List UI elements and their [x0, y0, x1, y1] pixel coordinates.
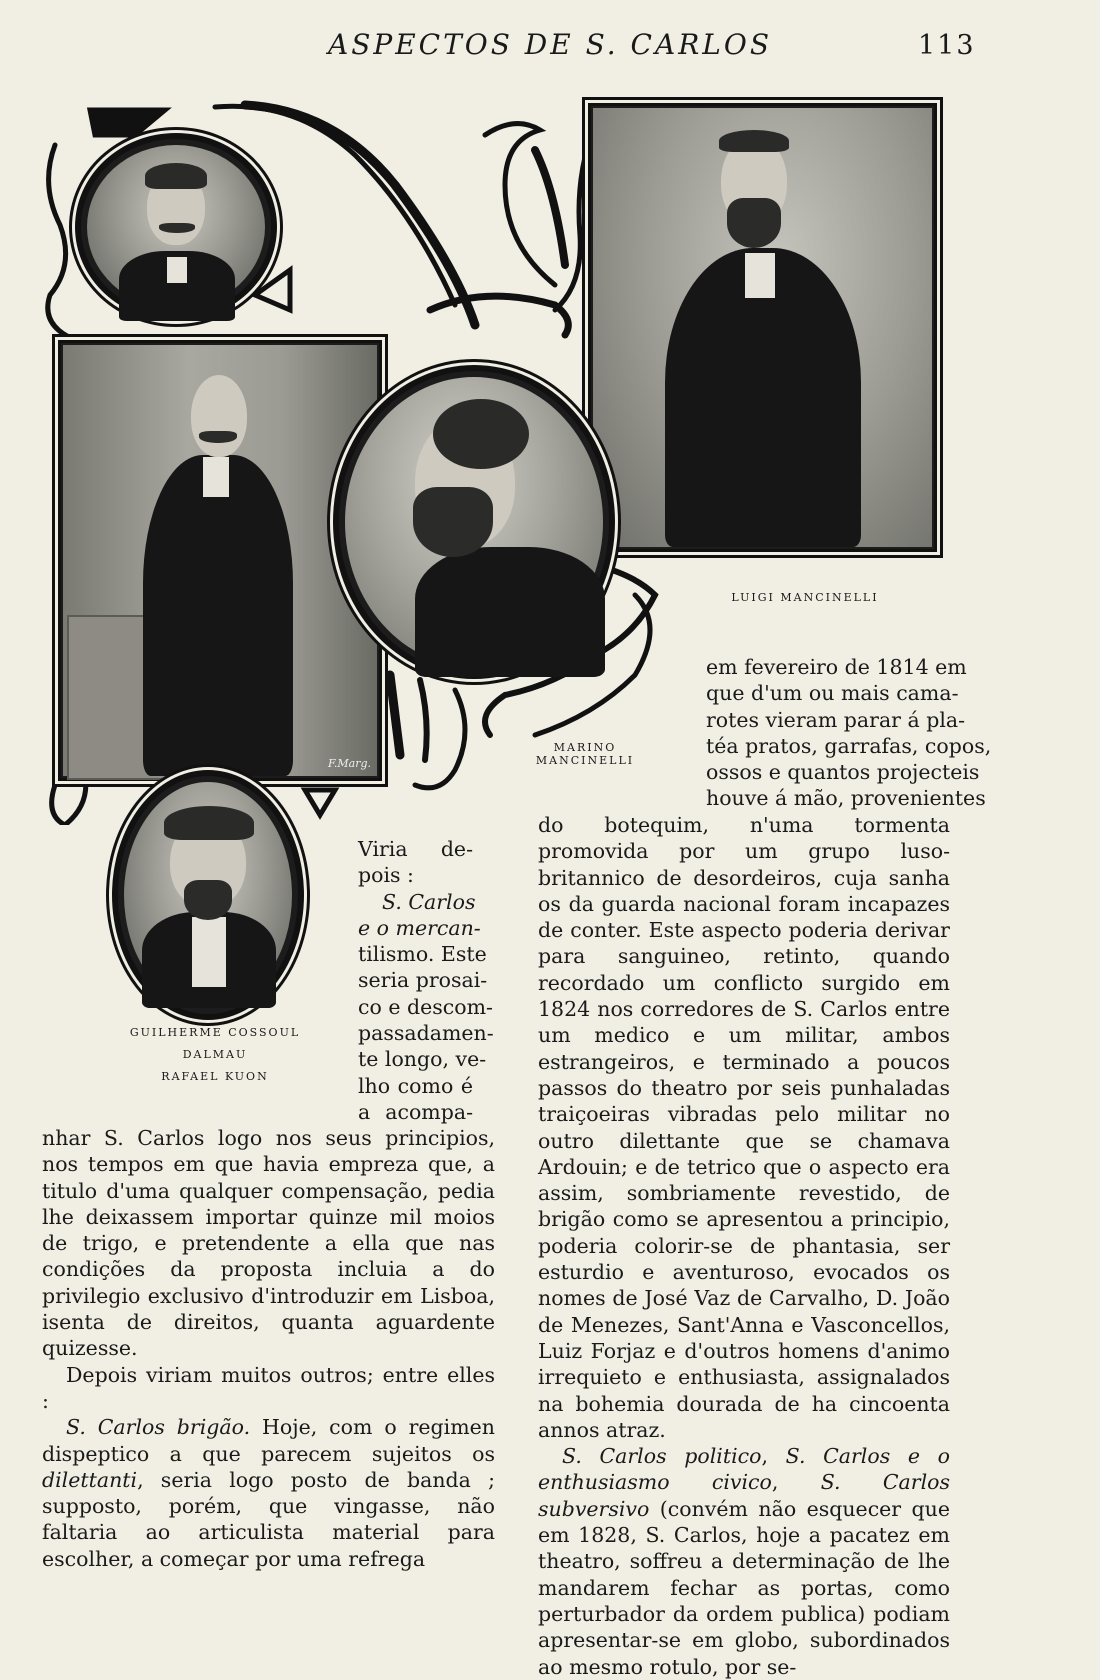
left-text-column	[42, 1125, 495, 1572]
running-title: ASPECTOS DE S. CARLOS	[327, 28, 773, 61]
right-top-line: que d'um ou mais cama-	[706, 681, 959, 706]
portrait-marino-mancinelli	[333, 365, 615, 679]
portrait-top-left-oval	[75, 133, 277, 321]
caption-group-name: DALMAU	[182, 1048, 248, 1061]
right-top-line: téa pratos, garrafas, copos,	[706, 733, 992, 758]
narrow-line: co e descom-	[358, 994, 493, 1019]
paragraph: Depois viriam muitos outros; entre elles :	[42, 1362, 495, 1413]
paragraph: do botequim, n'uma tormenta promovida por um grupo luso-britannico de desordeiros, cuja sanha os da guarda nacional foram incapazes de conter. Este aspecto poderia derivar para sanguineo, retinto, quando recordado um conflicto surgido em 1824 nos corredores de S. Carlos entre um medico e um militar, ambos estrangeiros, e terminado a poucos passos do theatro por seis punhaladas traiçoeiras vibradas pelo militar no outro dilettante que se chamava Ardouin; e de tetrico que o aspecto era assim, sombriamente revestido, de brigão como se apresentou a principio, poderia colorir-se de phantasia, ser esturdio e aventuroso, evocados os nomes de José Vaz de Carvalho, D. João de Menezes, Sant'Anna e Vasconcellos, Luiz Forjaz e d'outros homens d'animo irrequieto e enthusiasta, assignalados na bohemia dourada de ha cincoenta annos atraz.	[538, 813, 950, 1442]
narrow-line: passadamen-	[358, 1021, 494, 1046]
right-top-lines	[706, 654, 992, 812]
caption-group-name: RAFAEL KUON	[161, 1070, 269, 1083]
right-top-line: houve á mão, provenientes	[706, 786, 986, 811]
narrow-line: te longo, ve-	[358, 1047, 487, 1072]
right-top-line: rotes vieram parar á pla-	[706, 707, 966, 732]
narrow-line: lho como é	[358, 1073, 473, 1098]
paragraph: nhar S. Carlos logo nos seus principios, nos tempos em que havia empreza que, a titulo d'uma qualquer compensação, pedia lhe deixassem importar quinze mil moios de trigo, e pretendente a ella que nas condições da proposta incluia a do privilegio exclusivo d'introduzir em Lisboa, isenta de direitos, quanta aguardente quizesse.	[42, 1126, 495, 1361]
narrow-line: pois :	[358, 863, 414, 888]
right-text-column	[538, 812, 950, 1680]
right-top-line: em fevereiro de 1814 em	[706, 655, 967, 679]
paragraph: S. Carlos politico, S. Carlos e o enthusiasmo civico, S. Carlos subversivo (convém não esquecer que em 1828, S. Carlos, hoje a pacatez em theatro, soffreu a determinação de lhe mandarem fechar as portas, como perturbador da ordem publica) podiam apresentar-se em globo, subordinados ao mesmo rotulo, por se-	[538, 1444, 950, 1679]
caption-group-name: GUILHERME COSSOUL	[129, 1026, 301, 1039]
narrow-text-column	[358, 836, 494, 1125]
narrow-line: seria prosai-	[358, 968, 488, 993]
caption-group	[120, 1022, 310, 1088]
narrow-line: S. Carlos	[382, 889, 476, 914]
portrait-bottom-left-oval	[112, 770, 304, 1020]
page-number: 113	[918, 30, 976, 61]
portrait-luigi-mancinelli	[582, 97, 943, 558]
caption-marino: MARINO MANCINELLI	[535, 741, 635, 767]
right-top-line: ossos e quantos projecteis	[706, 760, 980, 785]
narrow-line: tilismo. Este	[358, 942, 487, 967]
caption-luigi: LUIGI MANCINELLI	[731, 591, 879, 604]
narrow-line: e o mercan-	[358, 915, 481, 940]
paragraph: S. Carlos brigão. Hoje, com o regimen dispeptico a que parecem sujeitos os dilettanti, seria logo posto de banda ; supposto, porém, que vingasse, não faltaria ao articulista material para escolher, a começar por uma refrega	[42, 1415, 496, 1571]
photographer-mark: F.Marg.	[327, 757, 371, 770]
narrow-line: a acompa-	[358, 1099, 473, 1124]
narrow-line: Viria de-	[358, 837, 473, 861]
